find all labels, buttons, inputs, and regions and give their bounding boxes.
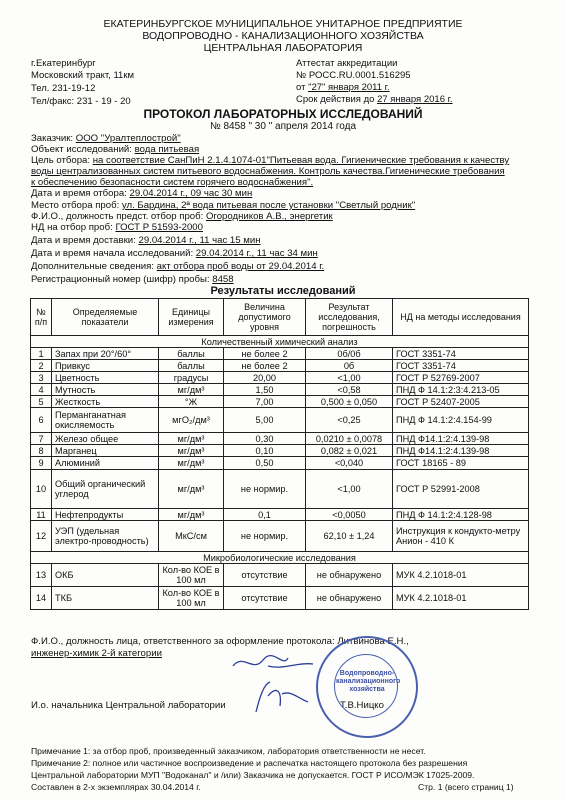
place-line bbox=[31, 200, 415, 211]
col-header-indicator: Определяемые показатели bbox=[52, 299, 159, 336]
footer-copies: Составлен в 2-х экземплярах 30.04.2014 г. bbox=[31, 782, 201, 792]
row-result: <0,25 bbox=[306, 408, 393, 433]
row-unit: мг/дм³ bbox=[159, 457, 224, 470]
row-limit: 0,30 bbox=[224, 433, 306, 445]
row-limit: отсутствие bbox=[224, 587, 306, 610]
row-indicator: Перманганатная окисляемость bbox=[52, 408, 159, 433]
row-unit: мг/дм³ bbox=[159, 433, 224, 445]
accreditation-number: № РОСС.RU.0001.516295 bbox=[296, 70, 411, 81]
customer-value: ООО "Уралтеплострой" bbox=[75, 133, 181, 144]
table-row bbox=[31, 445, 529, 457]
row-limit: не более 2 bbox=[224, 360, 306, 372]
address-tel: Тел. 231-19-12 bbox=[31, 83, 96, 94]
results-table bbox=[30, 298, 529, 610]
extra-line bbox=[31, 261, 324, 272]
nd-label: НД на отбор проб: bbox=[31, 222, 116, 233]
table-row bbox=[31, 433, 529, 445]
row-unit: Кол-во КОЕ в 100 мл bbox=[159, 564, 224, 587]
table-row bbox=[31, 348, 529, 360]
row-result: не обнаружено bbox=[306, 564, 393, 587]
row-number: 1 bbox=[31, 348, 52, 360]
row-limit: 0,10 bbox=[224, 445, 306, 457]
table-row bbox=[31, 372, 529, 384]
chief-label: И.о. начальника Центральной лаборатории bbox=[31, 700, 226, 711]
object-value: вода питьевая bbox=[134, 144, 200, 155]
start-line bbox=[31, 248, 318, 259]
row-unit: Кол-во КОЕ в 100 мл bbox=[159, 587, 224, 610]
row-number: 7 bbox=[31, 433, 52, 445]
place-label: Место отбора проб: bbox=[31, 200, 122, 211]
row-method: ГОСТ Р 52991-2008 bbox=[393, 470, 529, 509]
table-row bbox=[31, 470, 529, 509]
row-method: ПНД Ф14.1:2:4.139-98 bbox=[393, 433, 529, 445]
person-value: Огородников А.В., энергетик bbox=[205, 211, 333, 222]
row-limit: 1,50 bbox=[224, 384, 306, 396]
row-indicator: ТКБ bbox=[52, 587, 159, 610]
reg-value: 8458 bbox=[212, 274, 234, 285]
extra-value: акт отбора проб воды от 29.04.2014 г. bbox=[156, 261, 325, 272]
org-name-line2: ВОДОПРОВОДНО - КАНАЛИЗАЦИОННОГО ХОЗЯЙСТВА bbox=[142, 30, 424, 42]
row-method: ПНД Ф 14.1:2:4.154-99 bbox=[393, 408, 529, 433]
row-indicator: Жесткость bbox=[52, 396, 159, 408]
person-label: Ф.И.О., должность предст. отбор проб: bbox=[31, 211, 206, 222]
section-micro: Микробиологические исследования bbox=[31, 552, 529, 564]
sample-date-label: Дата и время отбора: bbox=[31, 188, 130, 199]
row-limit: 5,00 bbox=[224, 408, 306, 433]
table-row bbox=[31, 457, 529, 470]
purpose-value1: на соответствие СанПиН 2.1.4.1074-01"Питьевая вода. Гигиенические требования к качеству bbox=[92, 155, 510, 166]
responsible-position: инженер-химик 2-й категории bbox=[31, 648, 162, 659]
address-street: Московский тракт, 11км bbox=[31, 70, 135, 81]
organization-stamp bbox=[316, 636, 418, 738]
results-title: Результаты исследований bbox=[210, 285, 356, 297]
object-line bbox=[31, 144, 199, 155]
footer-note2b: Центральной лаборатории МУП "Водоканал" и /или) Заказчика не допускается. ГОСТ Р ИСО/МЭК 17025-2009. bbox=[31, 770, 475, 780]
footer-page: Стр. 1 (всего страниц 1) bbox=[418, 782, 514, 792]
row-limit: 20,00 bbox=[224, 372, 306, 384]
start-value: 29.04.2014 г., 11 час 34 мин bbox=[195, 248, 318, 259]
accreditation-valid-prefix: Срок действия до bbox=[296, 94, 378, 105]
signature-responsible bbox=[228, 648, 318, 678]
row-number: 9 bbox=[31, 457, 52, 470]
purpose-label: Цель отбора: bbox=[31, 155, 93, 166]
row-result: <0,040 bbox=[306, 457, 393, 470]
accreditation-date-value: "27" января 2011 г. bbox=[308, 82, 390, 93]
row-number: 8 bbox=[31, 445, 52, 457]
start-label: Дата и время начала исследований: bbox=[31, 248, 196, 259]
row-result: не обнаружено bbox=[306, 587, 393, 610]
customer-line bbox=[31, 133, 181, 144]
person-line bbox=[31, 211, 333, 222]
row-unit: градусы bbox=[159, 372, 224, 384]
table-row bbox=[31, 521, 529, 552]
address-telfax: Тел/факс: 231 - 19 - 20 bbox=[31, 96, 131, 107]
row-indicator: Марганец bbox=[52, 445, 159, 457]
customer-label: Заказчик: bbox=[31, 133, 76, 144]
delivery-label: Дата и время доставки: bbox=[31, 235, 139, 246]
row-result: 0б/0б bbox=[306, 348, 393, 360]
table-body bbox=[31, 336, 529, 610]
address-city: г.Екатеринбург bbox=[31, 58, 96, 69]
responsible-name: Литвинова Е.Н., bbox=[337, 636, 409, 647]
row-number: 14 bbox=[31, 587, 52, 610]
row-number: 13 bbox=[31, 564, 52, 587]
row-limit: 0,1 bbox=[224, 509, 306, 521]
table-row bbox=[31, 396, 529, 408]
row-limit: 7,00 bbox=[224, 396, 306, 408]
row-method: Инструкция к кондукто-метру Анион - 410 К bbox=[393, 521, 529, 552]
row-method: МУК 4.2.1018-01 bbox=[393, 564, 529, 587]
row-unit: мг/дм³ bbox=[159, 445, 224, 457]
row-indicator: Мутность bbox=[52, 384, 159, 396]
row-method: ГОСТ Р 52407-2005 bbox=[393, 396, 529, 408]
row-result: <0,0050 bbox=[306, 509, 393, 521]
row-limit: не нормир. bbox=[224, 521, 306, 552]
reg-line bbox=[31, 274, 234, 285]
row-indicator: Нефтепродукты bbox=[52, 509, 159, 521]
table-row bbox=[31, 360, 529, 372]
row-indicator: ОКБ bbox=[52, 564, 159, 587]
row-limit: не более 2 bbox=[224, 348, 306, 360]
table-header-row bbox=[31, 299, 529, 336]
row-result: 0,082 ± 0,021 bbox=[306, 445, 393, 457]
delivery-value: 29.04.2014 г., 11 час 15 мин bbox=[138, 235, 261, 246]
row-unit: °Ж bbox=[159, 396, 224, 408]
section-chemical: Количественный химический анализ bbox=[31, 336, 529, 348]
signature-chief bbox=[246, 676, 316, 718]
row-result: 0,500 ± 0,050 bbox=[306, 396, 393, 408]
accreditation-valid bbox=[296, 94, 453, 105]
purpose-line1 bbox=[31, 155, 509, 166]
accreditation-date-prefix: от bbox=[296, 82, 309, 93]
table-row bbox=[31, 564, 529, 587]
row-number: 2 bbox=[31, 360, 52, 372]
row-unit: баллы bbox=[159, 348, 224, 360]
row-indicator: Общий органический углерод bbox=[52, 470, 159, 509]
row-unit: мг/дм³ bbox=[159, 384, 224, 396]
row-limit: отсутствие bbox=[224, 564, 306, 587]
row-number: 3 bbox=[31, 372, 52, 384]
row-method: МУК 4.2.1018-01 bbox=[393, 587, 529, 610]
row-unit: МкС/см bbox=[159, 521, 224, 552]
row-method: ГОСТ Р 52769-2007 bbox=[393, 372, 529, 384]
purpose-line3: к обеспечению безопасности систем горячего водоснабжения". bbox=[31, 177, 314, 188]
sample-date-line bbox=[31, 188, 252, 199]
footer-note2a: Примечание 2: полное или частичное воспроизведение и распечатка настоящего протокола без разрешения bbox=[31, 758, 468, 768]
row-limit: не нормир. bbox=[224, 470, 306, 509]
section-row bbox=[31, 336, 529, 348]
row-method: ПНД Ф 14.1:2:4.128-98 bbox=[393, 509, 529, 521]
accreditation-title: Аттестат аккредитации bbox=[296, 58, 398, 69]
org-name-line3: ЦЕНТРАЛЬНАЯ ЛАБОРАТОРИЯ bbox=[203, 42, 363, 54]
row-indicator: Алюминий bbox=[52, 457, 159, 470]
row-indicator: Цветность bbox=[52, 372, 159, 384]
row-number: 10 bbox=[31, 470, 52, 509]
col-header-result: Результат исследования, погрешность bbox=[306, 299, 393, 336]
row-method: ПНД Ф 14.1:2:3:4.213-05 bbox=[393, 384, 529, 396]
col-header-unit: Единицы измерения bbox=[159, 299, 224, 336]
row-method: ПНД Ф14.1:2:4.139-98 bbox=[393, 445, 529, 457]
row-result: <1,00 bbox=[306, 372, 393, 384]
row-number: 5 bbox=[31, 396, 52, 408]
col-header-number: № п/п bbox=[31, 299, 52, 336]
row-result: 62,10 ± 1,24 bbox=[306, 521, 393, 552]
row-indicator: Запах при 20°/60° bbox=[52, 348, 159, 360]
footer-note1: Примечание 1: за отбор проб, произведенный заказчиком, лаборатория ответственности не несет. bbox=[31, 746, 426, 756]
row-unit: баллы bbox=[159, 360, 224, 372]
row-method: ГОСТ 3351-74 bbox=[393, 360, 529, 372]
accreditation-date bbox=[296, 82, 390, 93]
row-result: <1,00 bbox=[306, 470, 393, 509]
row-indicator: Железо общее bbox=[52, 433, 159, 445]
table-row bbox=[31, 384, 529, 396]
object-label: Объект исследований: bbox=[31, 144, 135, 155]
accreditation-valid-value: 27 января 2016 г. bbox=[377, 94, 453, 105]
row-method: ГОСТ 3351-74 bbox=[393, 348, 529, 360]
row-result: 0,0210 ± 0,0078 bbox=[306, 433, 393, 445]
place-value: ул. Бардина, 2ª вода питьевая после установки "Светлый родник" bbox=[121, 200, 416, 211]
row-result: <0,58 bbox=[306, 384, 393, 396]
table-row bbox=[31, 509, 529, 521]
section-row bbox=[31, 552, 529, 564]
protocol-title: ПРОТОКОЛ ЛАБОРАТОРНЫХ ИССЛЕДОВАНИЙ bbox=[143, 107, 423, 121]
row-number: 4 bbox=[31, 384, 52, 396]
row-unit: мг/дм³ bbox=[159, 470, 224, 509]
org-name-line1: ЕКАТЕРИНБУРГСКОЕ МУНИЦИПАЛЬНОЕ УНИТАРНОЕ ПРЕДПРИЯТИЕ bbox=[103, 18, 463, 30]
chief-name: Т.В.Ницко bbox=[340, 700, 384, 711]
col-header-method: НД на методы исследования bbox=[393, 299, 529, 336]
table-row bbox=[31, 587, 529, 610]
table-row bbox=[31, 408, 529, 433]
row-indicator: Привкус bbox=[52, 360, 159, 372]
extra-label: Дополнительные сведения: bbox=[31, 261, 157, 272]
delivery-line bbox=[31, 235, 261, 246]
responsible-label: Ф.И.О., должность лица, ответственного за оформление протокола: bbox=[31, 636, 338, 647]
protocol-number: № 8458 " 30 " апреля 2014 года bbox=[209, 121, 357, 132]
row-number: 12 bbox=[31, 521, 52, 552]
nd-value: ГОСТ Р 51593-2000 bbox=[115, 222, 203, 233]
stamp-text: Водопроводно-канализационного хозяйства bbox=[336, 670, 401, 693]
row-unit: мгО₂/дм³ bbox=[159, 408, 224, 433]
row-number: 11 bbox=[31, 509, 52, 521]
nd-line bbox=[31, 222, 203, 233]
row-indicator: УЭП (удельная электро-проводность) bbox=[52, 521, 159, 552]
reg-label: Регистрационный номер (шифр) пробы: bbox=[31, 274, 213, 285]
row-limit: 0,50 bbox=[224, 457, 306, 470]
row-number: 6 bbox=[31, 408, 52, 433]
row-unit: мг/дм³ bbox=[159, 509, 224, 521]
purpose-line2: воды централизованных систем питьевого водоснабжения. Контроль качества.Гигиенические требования bbox=[31, 166, 505, 177]
row-result: 0б bbox=[306, 360, 393, 372]
col-header-limit: Величина допустимого уровня bbox=[224, 299, 306, 336]
row-method: ГОСТ 18165 - 89 bbox=[393, 457, 529, 470]
sample-date-value: 29.04.2014 г., 09 час 30 мин bbox=[129, 188, 253, 199]
